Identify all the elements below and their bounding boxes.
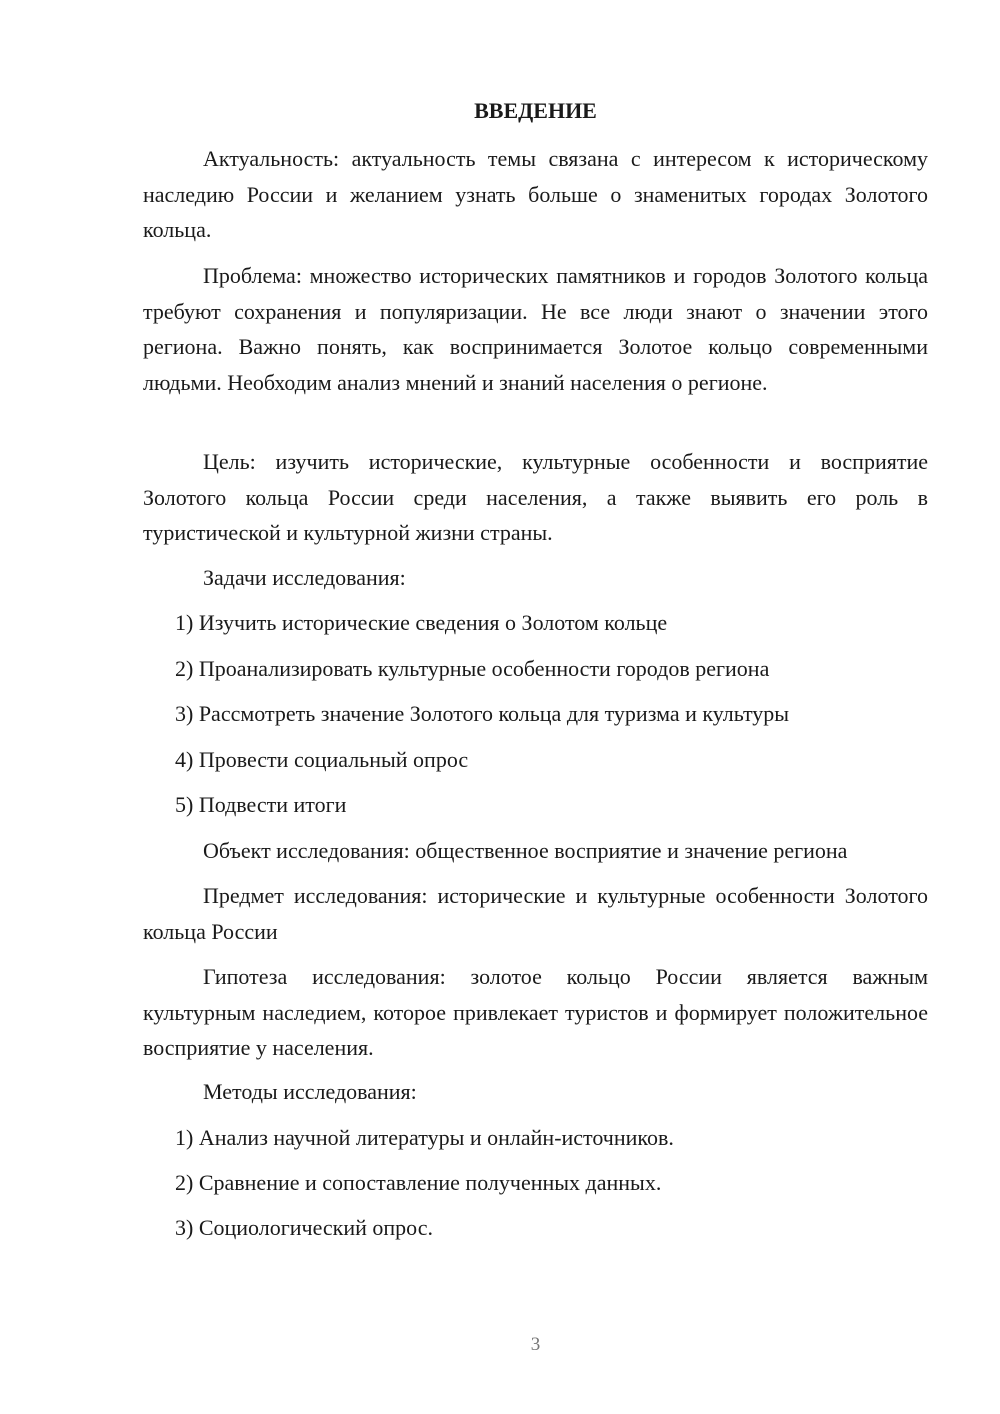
method-item: 1) Анализ научной литературы и онлайн-источников.	[175, 1125, 674, 1150]
methods-heading: Методы исследования:	[203, 1079, 417, 1104]
goal-paragraph: Цель: изучить исторические, культурные особенности и восприятие Золотого кольца России среди населения, а также выявить его роль в туристической и культурной жизни страны.	[143, 449, 928, 545]
task-item: 1) Изучить исторические сведения о Золотом кольце	[175, 610, 668, 635]
method-item: 3) Социологический опрос.	[175, 1215, 433, 1240]
subject-paragraph: Предмет исследования: исторические и культурные особенности Золотого кольца России	[143, 883, 928, 944]
task-item: 5) Подвести итоги	[175, 792, 347, 817]
method-item: 2) Сравнение и сопоставление полученных данных.	[175, 1170, 662, 1195]
document-page	[143, 0, 928, 1414]
page-number: 3	[530, 1334, 541, 1355]
page-title: ВВЕДЕНИЕ	[474, 98, 597, 123]
tasks-heading: Задачи исследования:	[203, 565, 406, 590]
task-item: 2) Проанализировать культурные особенности городов региона	[175, 656, 770, 681]
relevance-paragraph: Актуальность: актуальность темы связана с интересом к историческому наследию России и желанием узнать больше о знаменитых городах Золотого кольца.	[143, 146, 928, 242]
object-paragraph: Объект исследования: общественное восприятие и значение региона	[203, 838, 848, 863]
hypothesis-paragraph: Гипотеза исследования: золотое кольцо России является важным культурным наследием, которое привлекает туристов и формирует положительное восприятие у населения.	[143, 964, 928, 1060]
problem-paragraph: Проблема: множество исторических памятников и городов Золотого кольца требуют сохранения и популяризации. Не все люди знают о значении этого региона. Важно понять, как воспринимается Золотое кольцо современными людьми. Необходим анализ мнений и знаний населения о регионе.	[143, 263, 928, 395]
task-item: 4) Провести социальный опрос	[175, 747, 469, 772]
task-item: 3) Рассмотреть значение Золотого кольца для туризма и культуры	[175, 701, 790, 726]
